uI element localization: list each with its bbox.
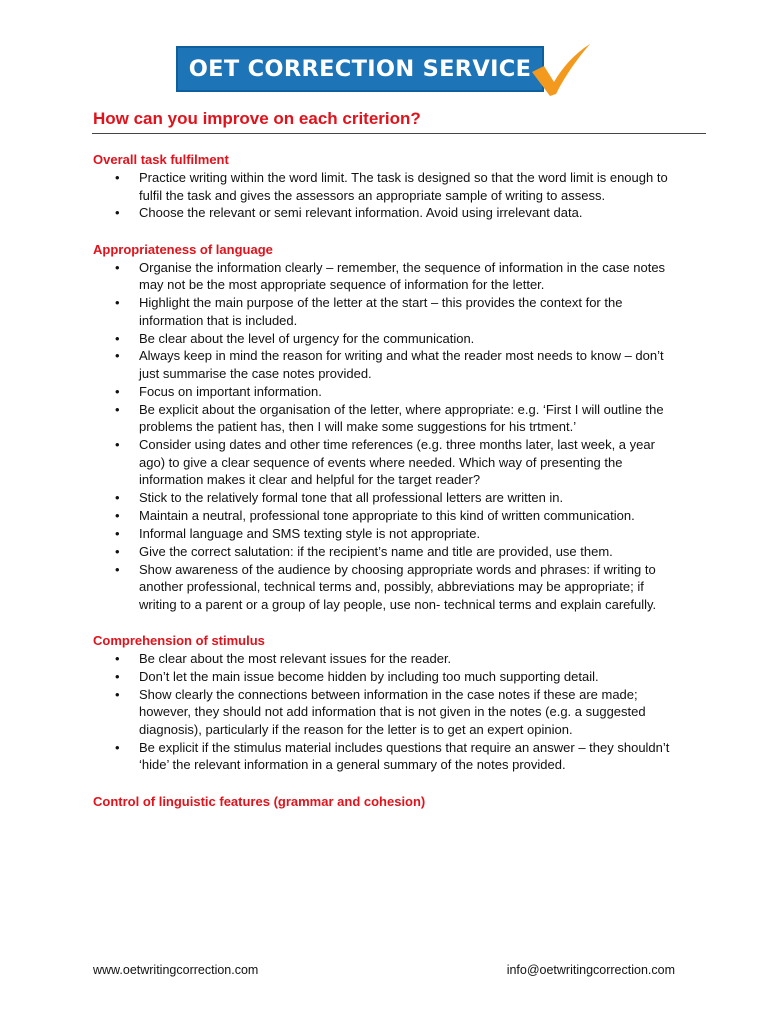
list-item: [93, 739, 683, 774]
title-divider: [92, 133, 706, 134]
list-item: [93, 543, 683, 561]
bullet-icon: •: [115, 295, 120, 311]
bullet-icon: •: [115, 401, 120, 417]
bullet-icon: •: [115, 259, 120, 275]
bullet-list: [93, 259, 683, 613]
bullet-icon: •: [115, 507, 120, 523]
page-title: How can you improve on each criterion?: [93, 109, 421, 128]
list-item-text: Organise the information clearly – remember, the sequence of information in the case notes may not be the most appropriate sequence of information for the letter.: [139, 259, 666, 293]
bullet-icon: •: [115, 330, 120, 346]
list-item-text: Be explicit about the organisation of the letter, where appropriate: e.g. ‘First I will outline the problems the patient has, then I will make some suggestions for his trtment.’: [139, 401, 664, 435]
page-footer: [93, 963, 675, 977]
list-item: [93, 507, 683, 525]
list-item: [93, 525, 683, 543]
section-title: Control of linguistic features (grammar and cohesion): [93, 793, 426, 809]
list-item-text: Consider using dates and other time references (e.g. three months later, last week, a year ago) to give a clear sequence of events where needed. Which way of presenting the information makes it clear and helpful for the target reader?: [139, 437, 655, 488]
criterion-section: [93, 632, 683, 774]
section-spacer: [93, 613, 683, 632]
list-item-text: Show clearly the connections between information in the case notes if these are made; however, they should not add information that is not given in the notes (e.g. a suggested diagnosis), particularly if the reason for the letter is to get an expert opinion.: [139, 686, 646, 737]
logo-text: OET CORRECTION SERVICE: [188, 56, 532, 82]
section-title: Appropriateness of language: [93, 241, 273, 257]
criterion-section: [93, 241, 683, 613]
criterion-section: [93, 151, 683, 222]
list-item-text: Practice writing within the word limit. The task is designed so that the word limit is enough to fulfil the task and gives the assessors an appropriate sample of writing to assess.: [139, 170, 668, 203]
section-title: Overall task fulfilment: [93, 152, 229, 167]
list-item-text: Be clear about the most relevant issues for the reader.: [139, 650, 452, 666]
bullet-icon: •: [115, 383, 120, 399]
list-item-text: Informal language and SMS texting style is not appropriate.: [139, 525, 481, 541]
list-item: [93, 259, 683, 294]
list-item-text: Don’t let the main issue become hidden by including too much supporting detail.: [139, 668, 599, 684]
list-item: [93, 686, 683, 739]
bullet-icon: •: [115, 543, 120, 559]
list-item: [93, 169, 683, 204]
bullet-icon: •: [115, 490, 120, 506]
list-item: [93, 561, 683, 614]
list-item-text: Be clear about the level of urgency for the communication.: [139, 330, 475, 346]
bullet-icon: •: [115, 561, 120, 577]
list-item-text: Focus on important information.: [139, 383, 322, 399]
section-spacer: [93, 774, 683, 793]
list-item-text: Choose the relevant or semi relevant information. Avoid using irrelevant data.: [139, 205, 583, 221]
list-item-text: Maintain a neutral, professional tone appropriate to this kind of written communication.: [139, 507, 635, 523]
list-item: [93, 294, 683, 329]
list-item: [93, 330, 683, 348]
bullet-icon: •: [115, 205, 120, 221]
list-item: [93, 668, 683, 686]
bullet-icon: •: [115, 170, 120, 185]
list-item-text: Be explicit if the stimulus material includes questions that require an answer – they shouldn’t ‘hide’ the relevant information in a general summary of the notes provided.: [139, 739, 670, 773]
section-spacer: [93, 222, 683, 241]
footer-email: info@oetwritingcorrection.com: [506, 963, 675, 977]
criterion-section: [93, 793, 683, 811]
document-body: [93, 151, 683, 811]
bullet-icon: •: [115, 668, 120, 684]
list-item: [93, 347, 683, 382]
bullet-icon: •: [115, 739, 120, 755]
list-item: [93, 489, 683, 507]
bullet-list: [93, 169, 683, 222]
bullet-icon: •: [115, 437, 120, 453]
bullet-icon: •: [115, 525, 120, 541]
list-item-text: Stick to the relatively formal tone that all professional letters are written in.: [139, 490, 564, 506]
list-item: [93, 436, 683, 489]
list-item: [93, 383, 683, 401]
brand-logo: [176, 44, 596, 98]
bullet-icon: •: [115, 686, 120, 702]
logo-banner: [176, 46, 544, 92]
list-item-text: Show awareness of the audience by choosing appropriate words and phrases: if writing to another professional, technical terms and, possibly, abbreviations may be appropriate; if writing to a parent or a group of lay people, use non- technical terms and explain carefully.: [139, 561, 657, 612]
footer-website: www.oetwritingcorrection.com: [93, 963, 259, 977]
list-item-text: Highlight the main purpose of the letter at the start – this provides the context for the information that is included.: [139, 295, 623, 328]
bullet-icon: •: [115, 348, 120, 364]
list-item-text: Always keep in mind the reason for writing and what the reader most needs to know – don’t just summarise the case notes provided.: [139, 348, 664, 381]
section-title: Comprehension of stimulus: [93, 632, 265, 648]
list-item-text: Give the correct salutation: if the recipient’s name and title are provided, use them.: [139, 543, 613, 559]
list-item: [93, 401, 683, 436]
list-item: [93, 204, 683, 222]
bullet-list: [93, 650, 683, 774]
list-item: [93, 650, 683, 668]
bullet-icon: •: [115, 650, 120, 666]
checkmark-icon: [528, 42, 594, 98]
